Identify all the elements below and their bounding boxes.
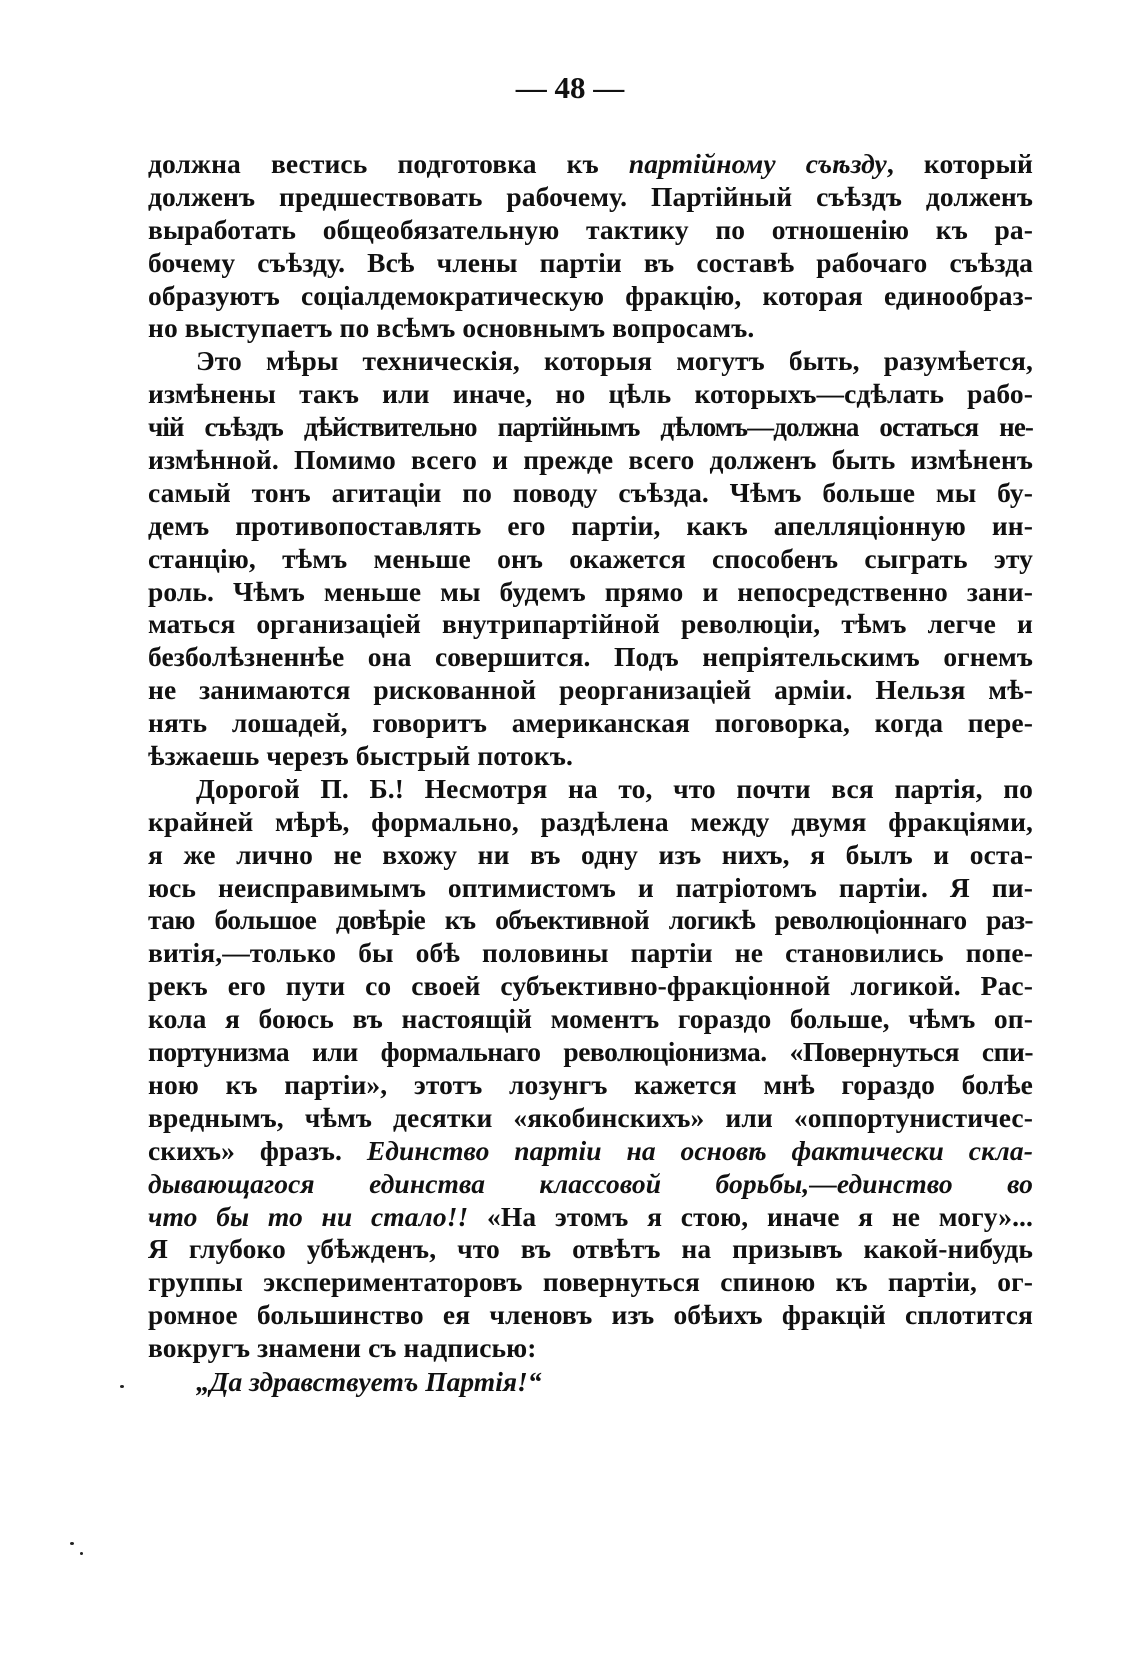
text-line: юсь неисправимымъ оптимистомъ и патріотомъ партіи. Я пи- bbox=[148, 871, 1033, 903]
text-line: ѣзжаешь черезъ быстрый потокъ. bbox=[148, 740, 573, 772]
text-line: нять лошадей, говоритъ американская поговорка, когда пере- bbox=[148, 707, 1033, 739]
text-line: вокругъ знамени съ надписью: bbox=[148, 1332, 537, 1364]
page-number: — 48 — bbox=[515, 70, 625, 105]
text-line: не занимаются рискованной реорганизаціей арміи. Нельзя мѣ- bbox=[148, 674, 1033, 706]
text-line: должна вестись подготовка къ партійному съѣзду, который bbox=[148, 148, 1034, 179]
text-line: бочему съѣзду. Всѣ члены партіи въ составѣ рабочаго съѣзда bbox=[148, 246, 1033, 278]
scan-speck bbox=[120, 1385, 124, 1388]
text-line: рекъ его пути со своей субъективно-фракціонной логикой. Рас- bbox=[148, 970, 1033, 1002]
closing-slogan: „Да здравствуетъ Партія!“ bbox=[196, 1365, 542, 1397]
text-line: Это мѣры техническія, которыя могутъ быть, разумѣется, bbox=[196, 345, 1033, 377]
text-line: роль. Чѣмъ меньше мы будемъ прямо и непосредственно зани- bbox=[148, 575, 1033, 607]
text-line: вреднымъ, чѣмъ десятки «якобинскихъ» или «оппортунистичес- bbox=[148, 1101, 1033, 1133]
text-line: ною къ партіи», этотъ лозунгъ кажется мнѣ гораздо болѣе bbox=[148, 1068, 1033, 1100]
text-line: долженъ предшествовать рабочему. Партійный съѣздъ долженъ bbox=[148, 180, 1033, 212]
scan-speck bbox=[70, 1542, 74, 1545]
text-line: витія,—только бы обѣ половины партіи не становились попе- bbox=[148, 937, 1033, 969]
text-line: таю большое довѣріе къ объективной логикѣ революціоннаго раз- bbox=[148, 904, 1033, 936]
text-line: кола я боюсь въ настоящій моментъ гораздо больше, чѣмъ оп- bbox=[148, 1003, 1033, 1035]
text-line: крайней мѣрѣ, формально, раздѣлена между двумя фракціями, bbox=[148, 805, 1033, 837]
text-line: что бы то ни стало!! «На этомъ я стою, иначе я не могу»... bbox=[148, 1200, 1034, 1232]
text-line: дывающагося единства классовой борьбы,—единство во bbox=[148, 1167, 1033, 1199]
text-line: безболѣзненнѣе она совершится. Подъ непріятельскимъ огнемъ bbox=[148, 641, 1033, 673]
scan-speck bbox=[80, 1552, 83, 1555]
text-line: станцію, тѣмъ меньше онъ окажется способенъ сыграть эту bbox=[148, 542, 1033, 574]
text-line: самый тонъ агитаціи по поводу съѣзда. Чѣмъ больше мы бу- bbox=[148, 476, 1033, 508]
text-line: измѣнены такъ или иначе, но цѣль которыхъ—сдѣлать рабо- bbox=[148, 378, 1033, 410]
body-text bbox=[148, 148, 1033, 1399]
text-line: выработать общеобязательную тактику по отношенію къ ра- bbox=[148, 213, 1033, 245]
text-line: чій съѣздъ дѣйствительно партійнымъ дѣломъ—должна остаться не- bbox=[148, 412, 1033, 443]
text-line: скихъ» фразъ. Единство партіи на основѣ фактически скла- bbox=[148, 1134, 1033, 1166]
text-line: измѣнной. Помимо всего и прежде всего долженъ быть измѣненъ bbox=[148, 444, 1033, 476]
text-line: но выступаетъ по всѣмъ основнымъ вопросамъ. bbox=[148, 312, 755, 344]
text-line: портунизма или формальнаго революціонизма. «Повернуться спи- bbox=[148, 1036, 1033, 1068]
text-line: образуютъ соціалдемократическую фракцію, которая единообраз- bbox=[148, 279, 1033, 311]
text-line: Дорогой П. Б.! Несмотря на то, что почти вся партія, по bbox=[196, 772, 1033, 804]
text-line: ромное большинство ея членовъ изъ обѣихъ фракцій сплотится bbox=[148, 1299, 1033, 1331]
text-line: маться организаціей внутрипартійной революціи, тѣмъ легче и bbox=[148, 608, 1033, 640]
text-line: Я глубоко убѣжденъ, что въ отвѣтъ на призывъ какой-нибудь bbox=[148, 1233, 1033, 1265]
text-line: демъ противопоставлять его партіи, какъ апелляціонную ин- bbox=[148, 509, 1033, 541]
text-line: группы экспериментаторовъ повернуться спиною къ партіи, ог- bbox=[148, 1266, 1033, 1298]
text-line: я же лично не вхожу ни въ одну изъ нихъ, я былъ и оста- bbox=[148, 838, 1033, 870]
